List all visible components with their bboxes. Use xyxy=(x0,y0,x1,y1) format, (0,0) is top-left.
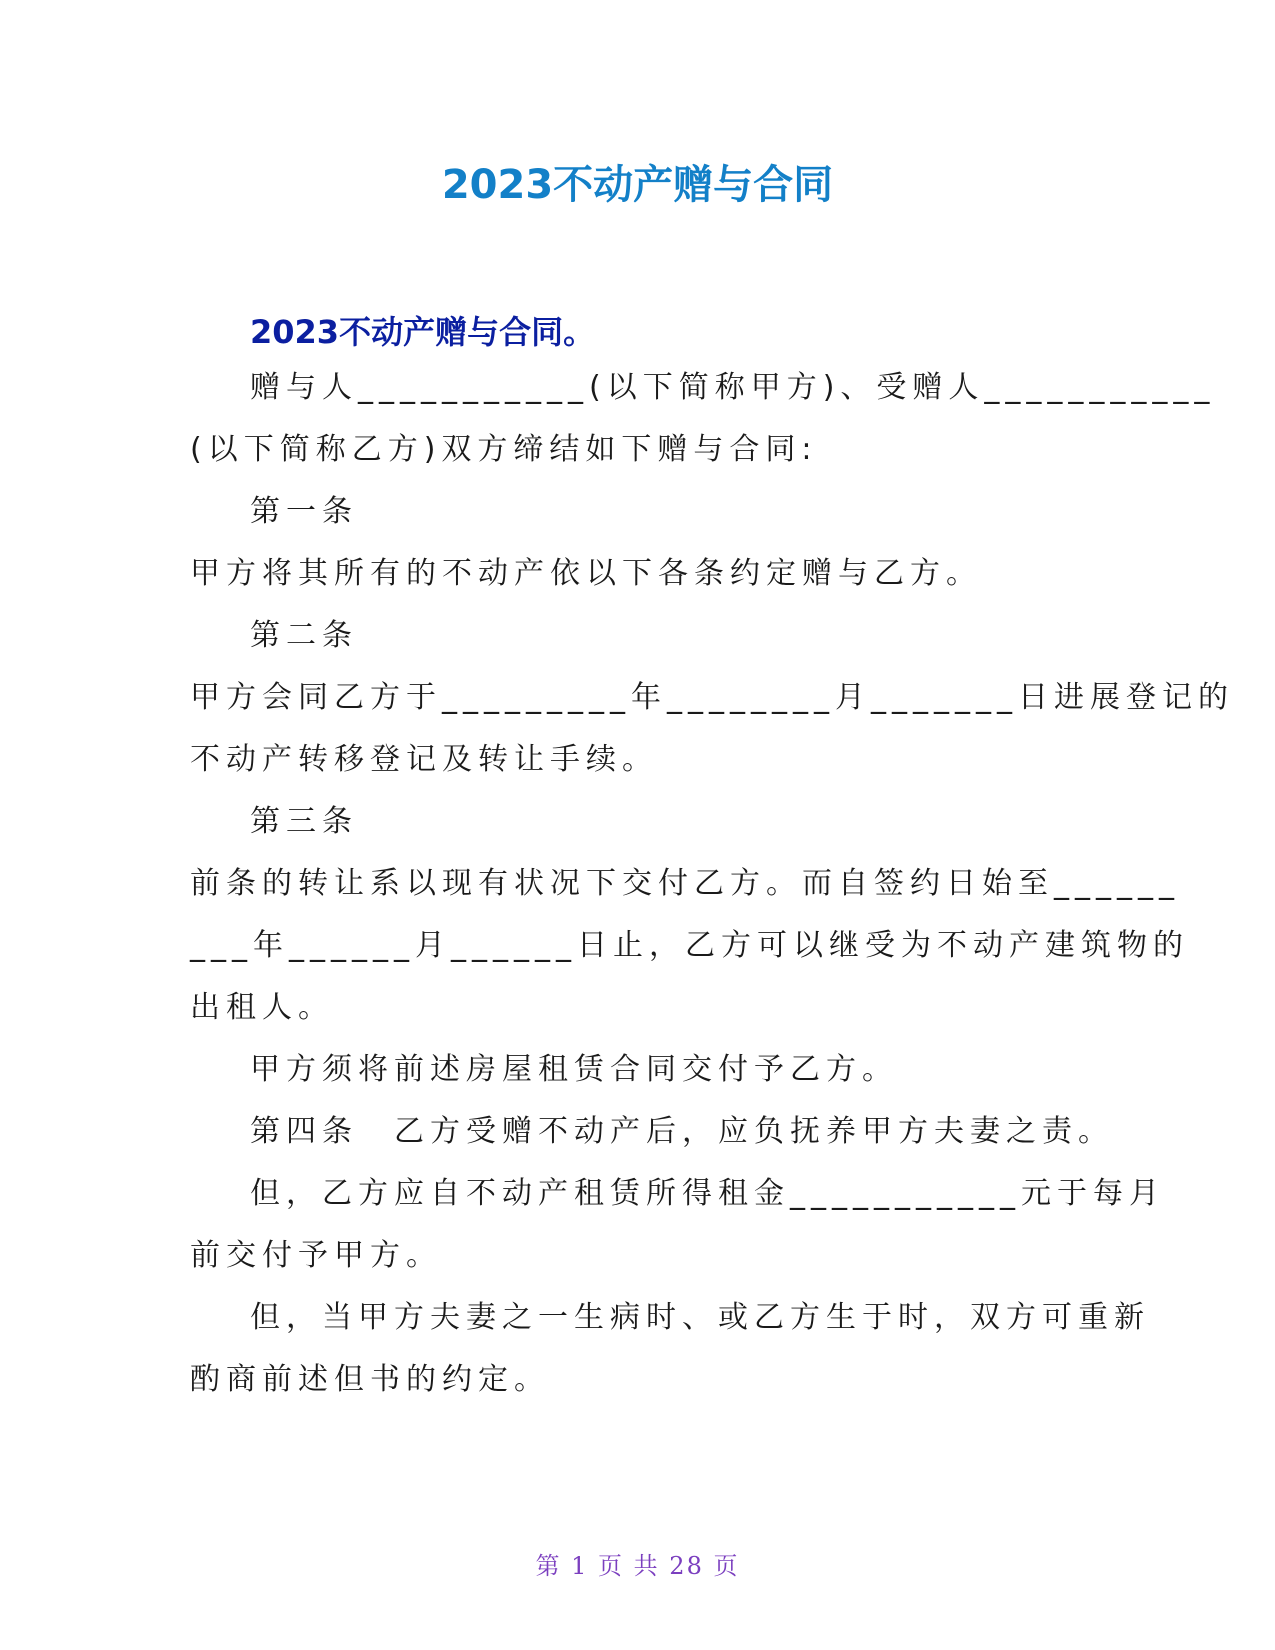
paragraph-line: 前条的转让系以现有状况下交付乙方。而自签约日始至______ xyxy=(190,866,1180,901)
page-footer: 第 1 页 共 28 页 xyxy=(535,1552,740,1580)
paragraph-line: 出租人。 xyxy=(190,990,334,1025)
article-heading: 第一条 xyxy=(250,494,358,529)
paragraph-line: 甲方须将前述房屋租赁合同交付予乙方。 xyxy=(250,1052,898,1087)
paragraph-line: 甲方会同乙方于_________年________月_______日进展登记的 xyxy=(190,680,1234,715)
paragraph-line: (以下简称乙方)双方缔结如下赠与合同: xyxy=(190,432,818,467)
paragraph-line: 前交付予甲方。 xyxy=(190,1238,442,1273)
paragraph-line: 不动产转移登记及转让手续。 xyxy=(190,742,658,777)
article-heading: 第四条 乙方受赠不动产后，应负抚养甲方夫妻之责。 xyxy=(250,1114,1114,1149)
document-subtitle: 2023不动产赠与合同。 xyxy=(250,313,596,351)
article-heading: 第二条 xyxy=(250,618,358,653)
paragraph-line: 甲方将其所有的不动产依以下各条约定赠与乙方。 xyxy=(190,556,982,591)
document-title: 2023不动产赠与合同 xyxy=(441,162,834,208)
paragraph-line: 但，乙方应自不动产租赁所得租金___________元于每月 xyxy=(250,1176,1165,1211)
paragraph-line: 赠与人___________(以下简称甲方)、受赠人___________ xyxy=(250,370,1216,405)
article-heading: 第三条 xyxy=(250,804,358,839)
paragraph-line: 但，当甲方夫妻之一生病时、或乙方生于时，双方可重新 xyxy=(250,1300,1150,1335)
paragraph-line: 酌商前述但书的约定。 xyxy=(190,1362,550,1397)
paragraph-line: ___年______月______日止，乙方可以继受为不动产建筑物的 xyxy=(190,928,1189,963)
